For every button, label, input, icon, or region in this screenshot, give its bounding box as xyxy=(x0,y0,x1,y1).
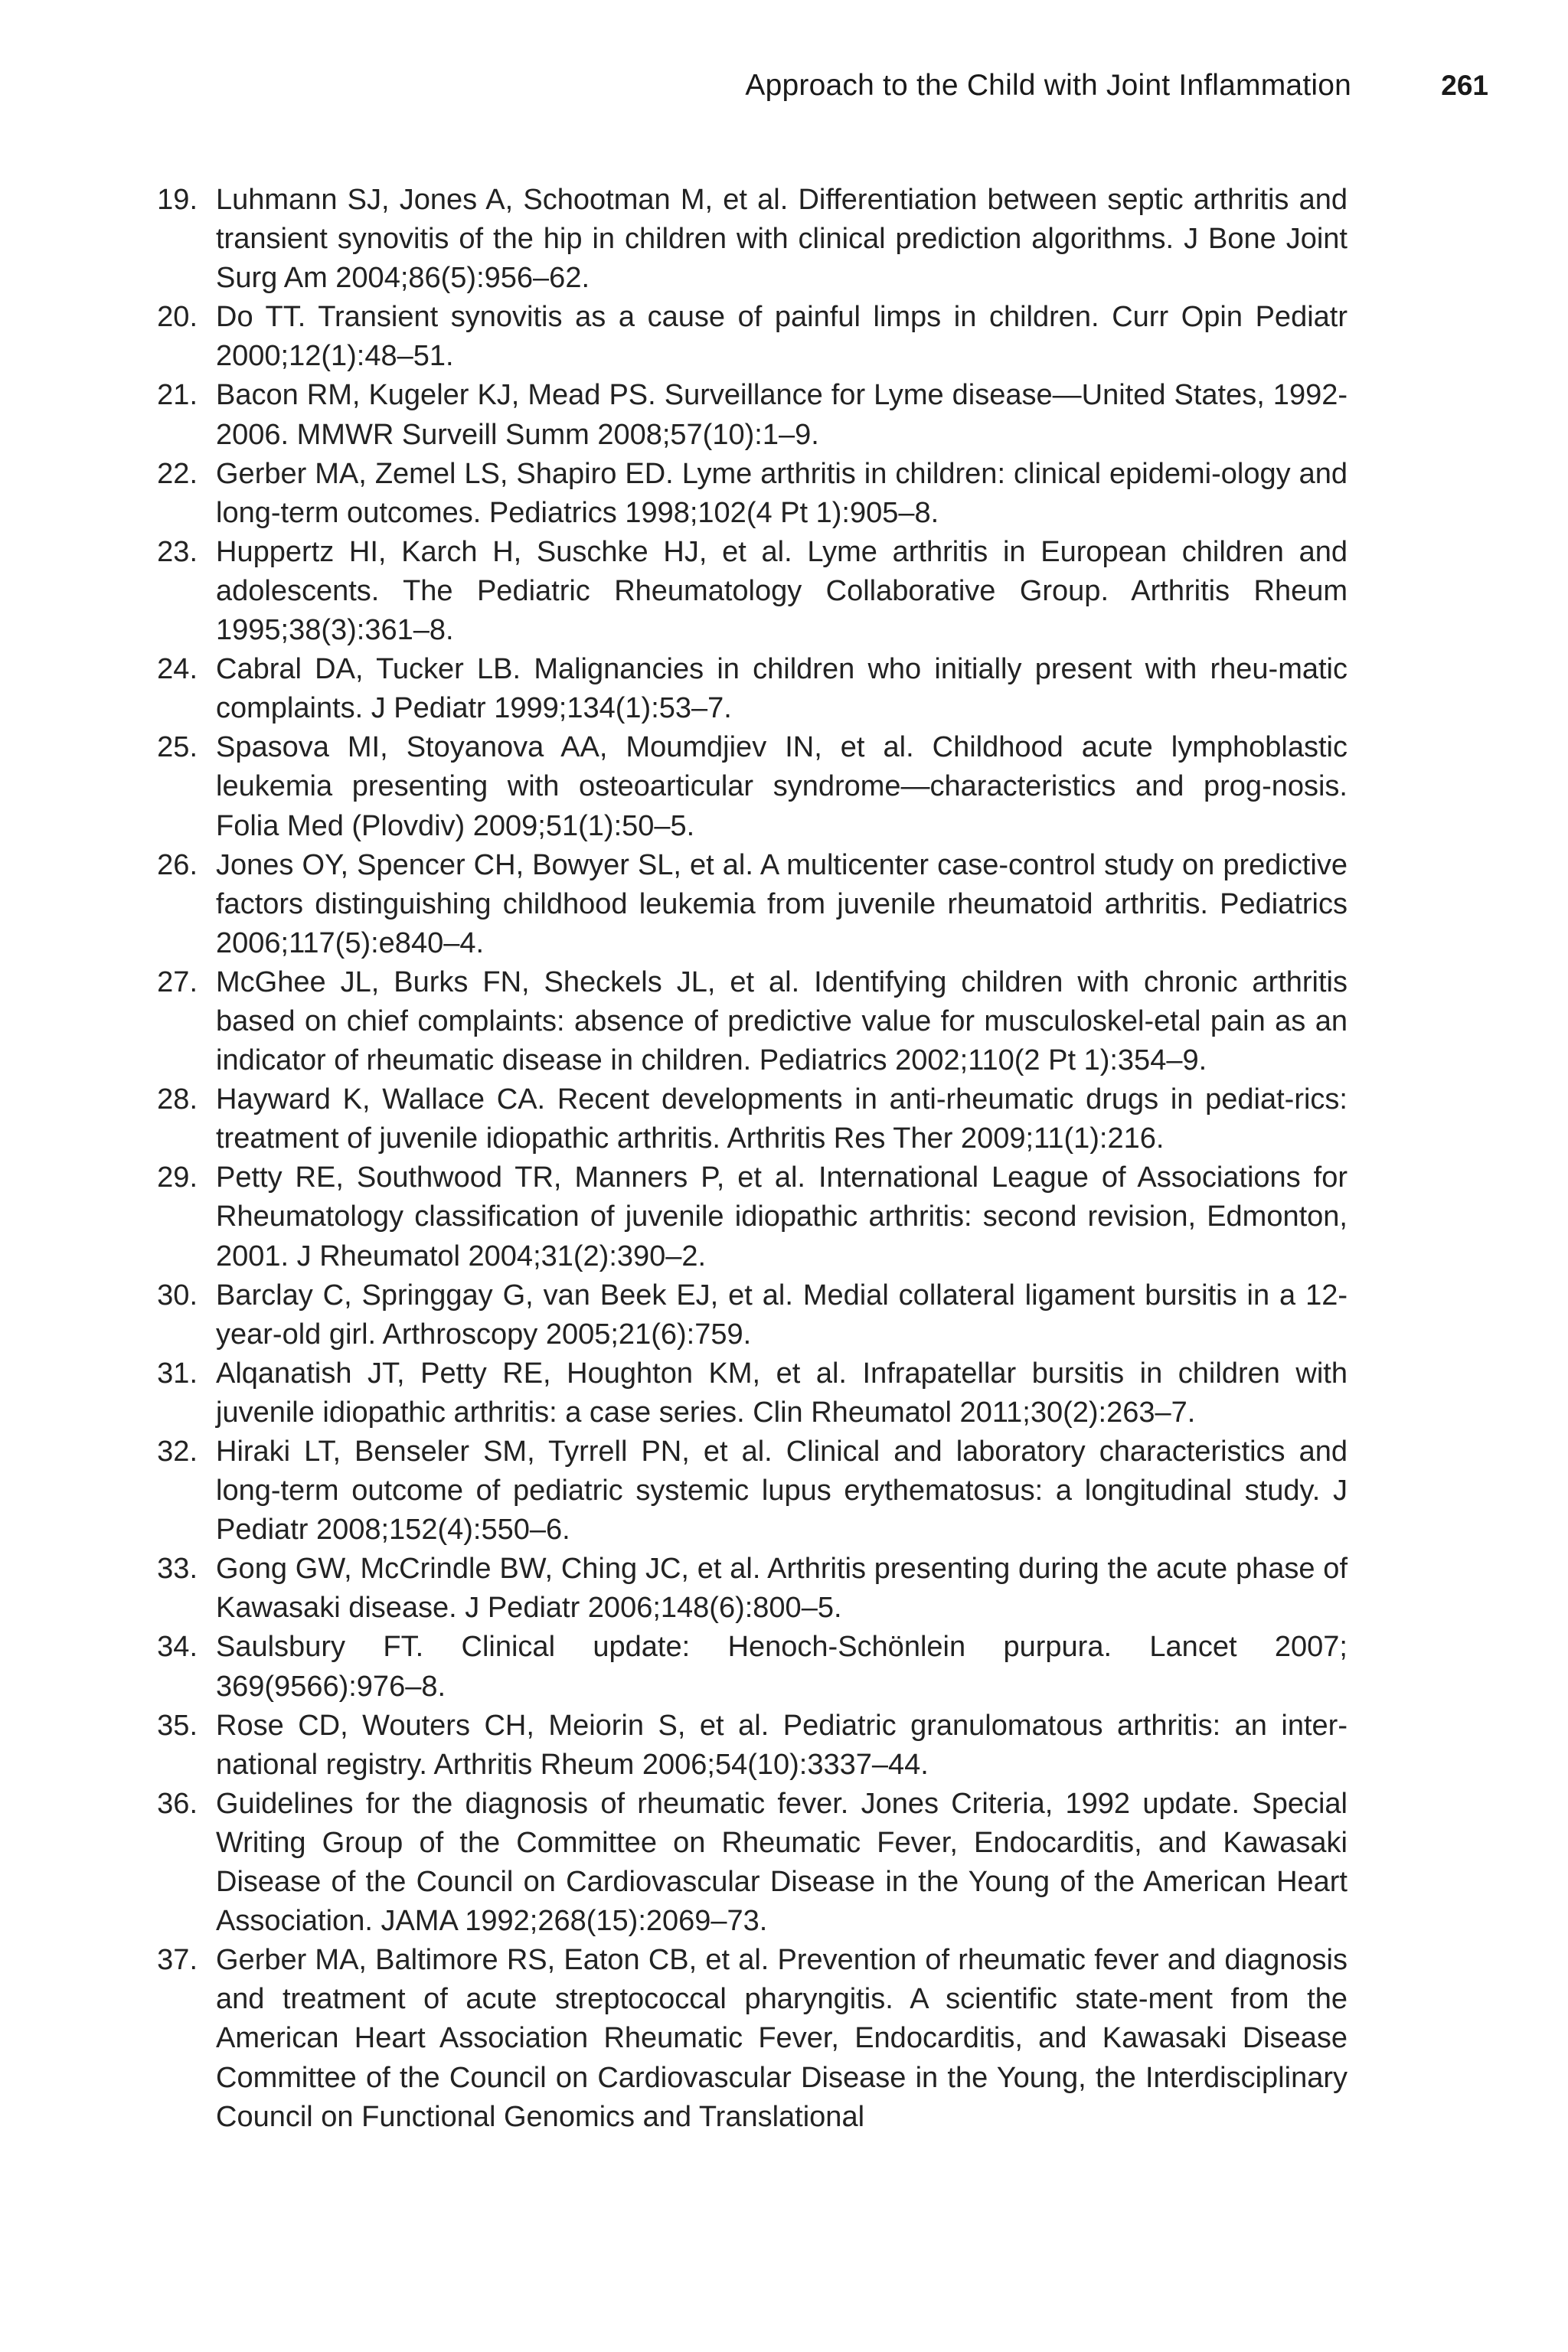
reference-text: Gerber MA, Zemel LS, Shapiro ED. Lyme arthritis in children: clinical epidemi-ology and long-term outcomes. Pediatrics 1998;102(4 Pt 1):905–8. xyxy=(216,457,1348,529)
page-number: 261 xyxy=(1441,70,1488,101)
reference-number: 37. xyxy=(157,1944,198,1977)
reference-item xyxy=(135,1276,1348,1354)
reference-number: 33. xyxy=(157,1553,198,1586)
reference-number: 27. xyxy=(157,965,198,998)
reference-number: 29. xyxy=(157,1161,198,1194)
reference-number: 32. xyxy=(157,1436,198,1468)
reference-number: 36. xyxy=(157,1787,198,1820)
reference-item xyxy=(135,1707,1348,1785)
reference-item xyxy=(135,1432,1348,1550)
reference-text: Gerber MA, Baltimore RS, Eaton CB, et al. Prevention of rheumatic fever and diagnosis and treatment of acute streptococcal pharyngitis. A scientific state-ment from the American Heart Association Rheumatic Fever, Endocarditis, and Kawasaki Disease Committee of the Council on Cardiovascular Disease in the Young, the Interdisciplinary Council on Functional Genomics and Translational xyxy=(216,1944,1348,2133)
reference-number: 20. xyxy=(157,301,198,334)
reference-text: Cabral DA, Tucker LB. Malignancies in children who initially present with rheu-matic complaints. J Pediatr 1999;134(1):53–7. xyxy=(216,653,1348,725)
reference-item xyxy=(135,1354,1348,1432)
reference-text: Rose CD, Wouters CH, Meiorin S, et al. Pediatric granulomatous arthritis: an inter-national registry. Arthritis Rheum 2006;54(10):3337–44. xyxy=(216,1709,1348,1781)
reference-number: 23. xyxy=(157,535,198,568)
reference-item xyxy=(135,376,1348,454)
reference-item xyxy=(135,1550,1348,1628)
reference-list xyxy=(135,181,1348,2137)
reference-text: Jones OY, Spencer CH, Bowyer SL, et al. A multicenter case-control study on predictive factors distinguishing childhood leukemia from juvenile rheumatoid arthritis. Pediatrics 2006;117(5):e840–4. xyxy=(216,848,1348,959)
reference-number: 35. xyxy=(157,1709,198,1742)
reference-item xyxy=(135,455,1348,533)
reference-item xyxy=(135,1158,1348,1276)
reference-text: Guidelines for the diagnosis of rheumatic fever. Jones Criteria, 1992 update. Special Writing Group of the Committee on Rheumatic Fever, Endocarditis, and Kawasaki Disease of the Council on Cardiovascular Disease in the Young of the American Heart Association. JAMA 1992;268(15):2069–73. xyxy=(216,1787,1348,1938)
reference-text: Hayward K, Wallace CA. Recent developments in anti-rheumatic drugs in pediat-rics: treatment of juvenile idiopathic arthritis. Arthritis Res Ther 2009;11(1):216. xyxy=(216,1083,1348,1155)
reference-text: Gong GW, McCrindle BW, Ching JC, et al. Arthritis presenting during the acute phase of Kawasaki disease. J Pediatr 2006;148(6):800–5. xyxy=(216,1553,1348,1625)
reference-item xyxy=(135,1628,1348,1706)
running-title: Approach to the Child with Joint Inflammation xyxy=(745,69,1351,102)
reference-text: Petty RE, Southwood TR, Manners P, et al. International League of Associations for Rheumatology classification of juvenile idiopathic arthritis: second revision, Edmonton, 2001. J Rheumatol 2004;31(2):390–2. xyxy=(216,1161,1348,1272)
reference-text: Spasova MI, Stoyanova AA, Moumdjiev IN, et al. Childhood acute lymphoblastic leukemia presenting with osteoarticular syndrome—characteristics and prog-nosis. Folia Med (Plovdiv) 2009;51(1):50–5. xyxy=(216,731,1348,842)
reference-number: 24. xyxy=(157,653,198,686)
reference-number: 31. xyxy=(157,1357,198,1390)
reference-number: 30. xyxy=(157,1279,198,1312)
reference-item xyxy=(135,1785,1348,1941)
reference-text: Huppertz HI, Karch H, Suschke HJ, et al. Lyme arthritis in European children and adolescents. The Pediatric Rheumatology Collaborative Group. Arthritis Rheum 1995;38(3):361–8. xyxy=(216,535,1348,647)
reference-number: 19. xyxy=(157,184,198,216)
reference-item xyxy=(135,650,1348,728)
reference-number: 25. xyxy=(157,731,198,764)
reference-text: Luhmann SJ, Jones A, Schootman M, et al. Differentiation between septic arthritis and transient synovitis of the hip in children with clinical prediction algorithms. J Bone Joint Surg Am 2004;86(5):956–62. xyxy=(216,184,1348,295)
reference-number: 34. xyxy=(157,1631,198,1664)
reference-text: Barclay C, Springgay G, van Beek EJ, et al. Medial collateral ligament bursitis in a 12-year-old girl. Arthroscopy 2005;21(6):759. xyxy=(216,1279,1348,1351)
reference-text: Alqanatish JT, Petty RE, Houghton KM, et al. Infrapatellar bursitis in children with juvenile idiopathic arthritis: a case series. Clin Rheumatol 2011;30(2):263–7. xyxy=(216,1357,1348,1429)
reference-text: Do TT. Transient synovitis as a cause of painful limps in children. Curr Opin Pediatr 2000;12(1):48–51. xyxy=(216,301,1348,373)
reference-item xyxy=(135,1080,1348,1158)
reference-number: 26. xyxy=(157,848,198,881)
reference-text: Bacon RM, Kugeler KJ, Mead PS. Surveillance for Lyme disease—United States, 1992-2006. MMWR Surveill Summ 2008;57(10):1–9. xyxy=(216,379,1348,451)
reference-number: 21. xyxy=(157,379,198,412)
reference-number: 28. xyxy=(157,1083,198,1116)
reference-item xyxy=(135,963,1348,1080)
reference-item xyxy=(135,1941,1348,2136)
reference-item xyxy=(135,846,1348,963)
running-header xyxy=(0,63,1488,109)
reference-item xyxy=(135,298,1348,376)
reference-text: Hiraki LT, Benseler SM, Tyrrell PN, et al. Clinical and laboratory characteristics and long-term outcome of pediatric systemic lupus erythematosus: a longitudinal study. J Pediatr 2008;152(4):550–6. xyxy=(216,1436,1348,1547)
reference-item xyxy=(135,728,1348,845)
reference-text: McGhee JL, Burks FN, Sheckels JL, et al. Identifying children with chronic arthritis based on chief complaints: absence of predictive value for musculoskel-etal pain as an indicator of rheumatic disease in children. Pediatrics 2002;110(2 Pt 1):354–9. xyxy=(216,965,1348,1077)
reference-text: Saulsbury FT. Clinical update: Henoch-Schönlein purpura. Lancet 2007; 369(9566):976–8. xyxy=(216,1631,1348,1703)
reference-item xyxy=(135,533,1348,650)
reference-number: 22. xyxy=(157,457,198,490)
reference-item xyxy=(135,181,1348,298)
